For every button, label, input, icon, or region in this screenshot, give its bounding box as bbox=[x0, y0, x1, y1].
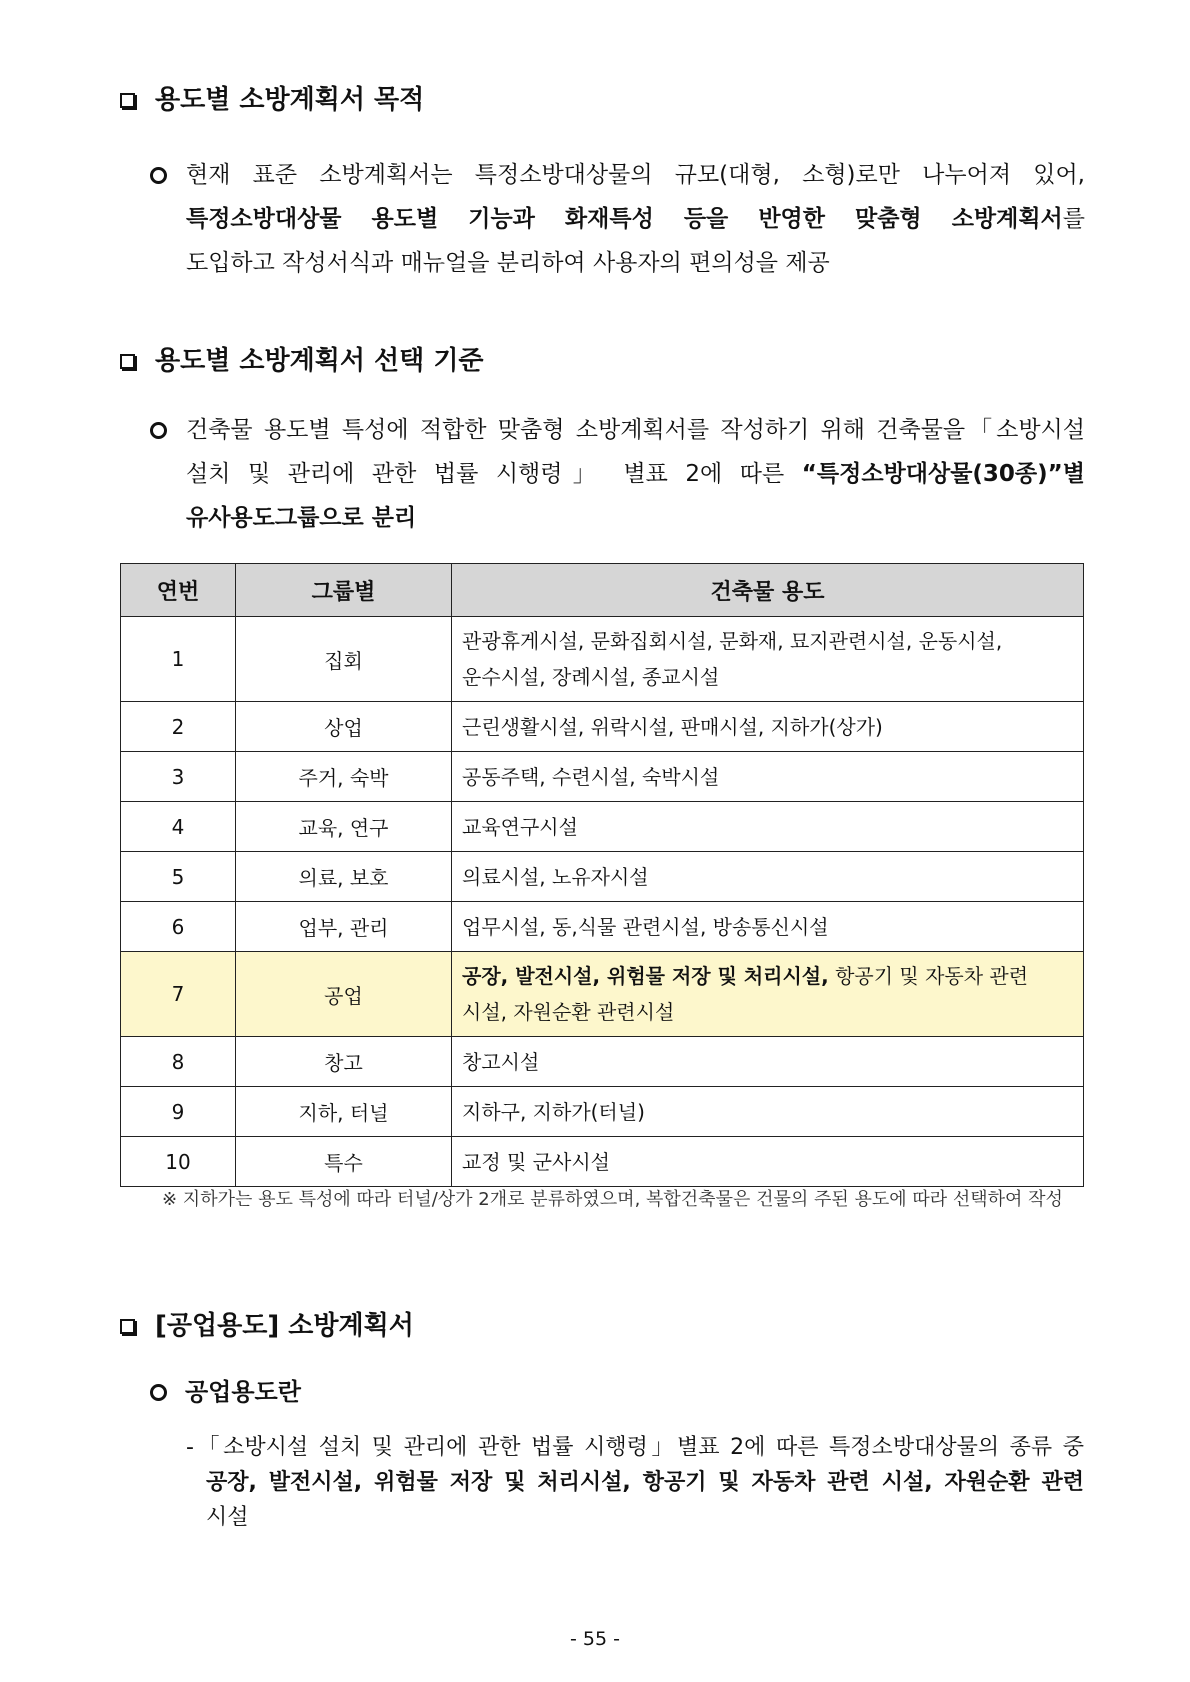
row-group: 의료, 보호 bbox=[236, 852, 452, 902]
subheading-text: 공업용도란 bbox=[185, 1378, 301, 1406]
heading-text: 용도별 소방계획서 목적 bbox=[155, 85, 425, 115]
row-usage bbox=[452, 617, 1084, 702]
row-no: 7 bbox=[121, 952, 236, 1037]
usage-line-2: 운수시설, 장례시설, 종교시설 bbox=[462, 665, 720, 689]
definition-line-3: 시설 bbox=[206, 1505, 249, 1530]
industrial-definition bbox=[186, 1430, 1084, 1535]
square-bullet-icon bbox=[120, 354, 135, 369]
section-heading-criteria bbox=[120, 345, 484, 377]
square-bullet-icon bbox=[120, 1319, 135, 1334]
row-usage: 공동주택, 수련시설, 숙박시설 bbox=[452, 752, 1084, 802]
row-no: 1 bbox=[121, 617, 236, 702]
section-heading-industrial bbox=[120, 1310, 414, 1342]
page-number: - 55 - bbox=[570, 1628, 620, 1650]
row-group: 주거, 숙박 bbox=[236, 752, 452, 802]
header-usage: 건축물 용도 bbox=[452, 564, 1084, 617]
table-row bbox=[121, 752, 1084, 802]
row-usage: 창고시설 bbox=[452, 1037, 1084, 1087]
criteria-line-3: 유사용도그룹으로 분리 bbox=[186, 505, 417, 531]
criteria-line-1: 건축물 용도별 특성에 적합한 맞춤형 소방계획서를 작성하기 위해 건축물을「소방시설 bbox=[186, 417, 1085, 443]
purpose-line-2-tail: 를 bbox=[1062, 206, 1085, 232]
usage-line-1: 관광휴게시설, 문화집회시설, 문화재, 묘지관련시설, 운동시설, bbox=[462, 629, 1003, 653]
row-no: 10 bbox=[121, 1137, 236, 1187]
square-bullet-icon bbox=[120, 93, 135, 108]
row-usage: 근린생활시설, 위락시설, 판매시설, 지하가(상가) bbox=[452, 702, 1084, 752]
usage-emphasis: 공장, 발전시설, 위험물 저장 및 처리시설, bbox=[462, 964, 829, 988]
row-no: 8 bbox=[121, 1037, 236, 1087]
definition-line-1: -「소방시설 설치 및 관리에 관한 법률 시행령」별표 2에 따른 특정소방대상물의 종류 중 bbox=[186, 1435, 1084, 1460]
criteria-emphasis: “특정소방대상물(30종)”별 bbox=[801, 461, 1085, 487]
purpose-line-2 bbox=[186, 197, 1085, 241]
table-row bbox=[121, 852, 1084, 902]
row-no: 9 bbox=[121, 1087, 236, 1137]
section-heading-purpose bbox=[120, 84, 424, 116]
row-group: 상업 bbox=[236, 702, 452, 752]
circle-bullet-icon bbox=[150, 422, 167, 439]
purpose-line-1: 현재 표준 소방계획서는 특정소방대상물의 규모(대형, 소형)로만 나누어져 있어, bbox=[186, 162, 1085, 188]
header-no: 연번 bbox=[121, 564, 236, 617]
row-group: 창고 bbox=[236, 1037, 452, 1087]
row-usage bbox=[452, 952, 1084, 1037]
row-no: 6 bbox=[121, 902, 236, 952]
row-group: 교육, 연구 bbox=[236, 802, 452, 852]
header-group: 그룹별 bbox=[236, 564, 452, 617]
purpose-line-3: 도입하고 작성서식과 매뉴얼을 분리하여 사용자의 편의성을 제공 bbox=[186, 250, 830, 276]
row-no: 2 bbox=[121, 702, 236, 752]
table-row bbox=[121, 702, 1084, 752]
usage-group-table bbox=[120, 563, 1084, 1187]
usage-line-2: 시설, 자원순환 관련시설 bbox=[462, 1000, 675, 1024]
definition-line-2: 공장, 발전시설, 위험물 저장 및 처리시설, 항공기 및 자동차 관련 시설, 자원순환 관련 bbox=[206, 1470, 1084, 1495]
row-group: 집회 bbox=[236, 617, 452, 702]
table-row bbox=[121, 617, 1084, 702]
subheading-industrial-use bbox=[150, 1376, 301, 1408]
table-row bbox=[121, 1037, 1084, 1087]
row-no: 4 bbox=[121, 802, 236, 852]
row-usage: 지하구, 지하가(터널) bbox=[452, 1087, 1084, 1137]
table-row bbox=[121, 802, 1084, 852]
row-group: 특수 bbox=[236, 1137, 452, 1187]
table-row-highlighted bbox=[121, 952, 1084, 1037]
row-no: 3 bbox=[121, 752, 236, 802]
criteria-line-2-text: 설치 및 관리에 관한 법률 시행령」 별표 2에 따른 bbox=[186, 461, 785, 487]
criteria-paragraph bbox=[150, 408, 1085, 540]
table-row bbox=[121, 902, 1084, 952]
table-header-row bbox=[121, 564, 1084, 617]
row-group: 지하, 터널 bbox=[236, 1087, 452, 1137]
table-row bbox=[121, 1087, 1084, 1137]
row-usage: 교정 및 군사시설 bbox=[452, 1137, 1084, 1187]
row-usage: 업무시설, 동,식물 관련시설, 방송통신시설 bbox=[452, 902, 1084, 952]
circle-bullet-icon bbox=[150, 167, 167, 184]
row-no: 5 bbox=[121, 852, 236, 902]
table-row bbox=[121, 1137, 1084, 1187]
usage-line-1: 항공기 및 자동차 관련 bbox=[828, 964, 1029, 988]
table-footnote: ※ 지하가는 용도 특성에 따라 터널/상가 2개로 분류하였으며, 복합건축물은 건물의 주된 용도에 따라 선택하여 작성 bbox=[162, 1189, 1063, 1210]
row-group: 공업 bbox=[236, 952, 452, 1037]
purpose-emphasis: 특정소방대상물 용도별 기능과 화재특성 등을 반영한 맞춤형 소방계획서 bbox=[186, 206, 1063, 232]
row-usage: 의료시설, 노유자시설 bbox=[452, 852, 1084, 902]
row-usage: 교육연구시설 bbox=[452, 802, 1084, 852]
purpose-paragraph bbox=[150, 153, 1085, 285]
criteria-line-2 bbox=[186, 452, 1085, 496]
heading-text: 용도별 소방계획서 선택 기준 bbox=[155, 346, 484, 376]
heading-text: [공업용도] 소방계획서 bbox=[155, 1311, 414, 1341]
circle-bullet-icon bbox=[150, 1384, 167, 1401]
row-group: 업부, 관리 bbox=[236, 902, 452, 952]
